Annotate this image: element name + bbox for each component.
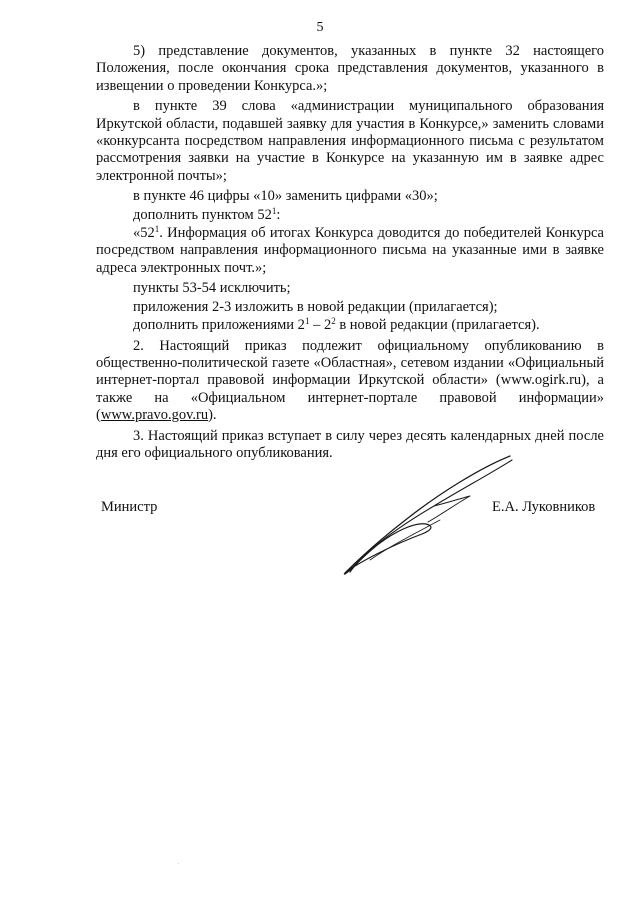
paragraph-item-5: 5) представление документов, указанных в пункте 32 настоящего Положения, после окончания срока представления документов, указанного в извещении о проведении Конкурса.»; bbox=[96, 43, 604, 94]
paragraph-appendices-2-3: приложения 2-3 изложить в новой редакции (прилагается); bbox=[133, 298, 498, 315]
paragraph-publication: 2. Настоящий приказ подлежит официальному опубликованию в общественно-политической газете «Областная», сетевом издании «Официальный интернет-портал правовой информации Иркутской области» (www.ogirk.ru), а также на «Официальном интернет-портале правовой информации» (www.pravo.gov.ru). bbox=[96, 337, 604, 424]
paragraph-clauses-53-54: пункты 53-54 исключить; bbox=[133, 280, 291, 297]
pravo-gov-link[interactable]: www.pravo.gov.ru bbox=[100, 407, 209, 424]
paragraph-entry-into-force: 3. Настоящий приказ вступает в силу через десять календарных дней после дня его официального опубликования. bbox=[96, 427, 604, 461]
paragraph-clause-39: в пункте 39 слова «администрации муниципального образования Иркутской области, подавшей заявку для участия в Конкурсе,» заменить словами «конкурсанта посредством направления информационного письма с результатом рассмотрения заявки на участие в Конкурсе на указанную им в заявке адрес электронной почты»; bbox=[96, 98, 604, 184]
paragraph-add-appendices: дополнить приложениями $2^1 - 2^2$ в новой редакции (прилагается). bbox=[133, 316, 540, 334]
page-number: 5 bbox=[316, 20, 324, 35]
scan-speck bbox=[178, 863, 179, 864]
document-body bbox=[96, 43, 604, 465]
handwritten-signature bbox=[330, 448, 530, 583]
signatory-title: Министр bbox=[101, 499, 158, 515]
paragraph-clause-46: в пункте 46 цифры «10» заменить цифрами «30»; bbox=[133, 188, 438, 205]
paragraph-clause-52-1-text: «$52^1$. Информация об итогах Конкурса доводится до победителей Конкурса посредством направления информационного письма на указанные ими в заявке адреса электронных почт.»; bbox=[96, 224, 604, 276]
signatory-name: Е.А. Луковников bbox=[492, 499, 596, 515]
paragraph-add-clause-52-1: дополнить пунктом $52^1$: bbox=[133, 205, 281, 223]
